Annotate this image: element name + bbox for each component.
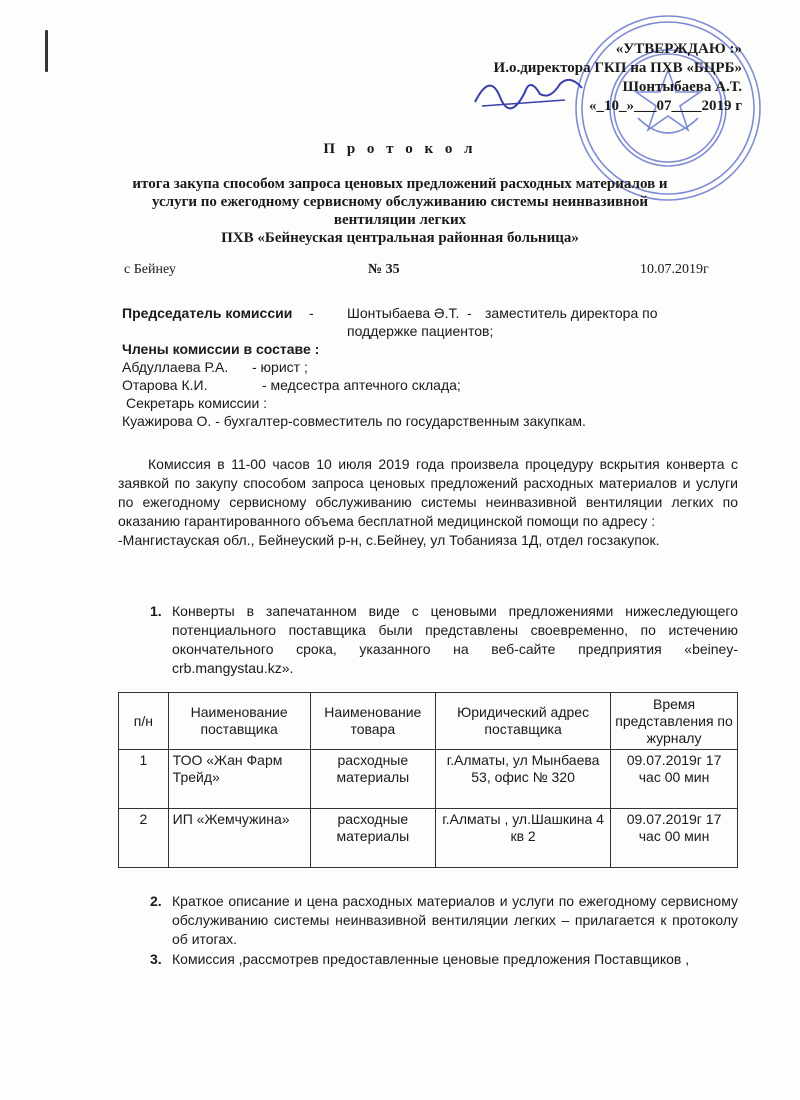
- suppliers-table: [118, 692, 738, 868]
- table-cell: 2: [119, 809, 169, 868]
- table-cell: 1: [119, 750, 169, 809]
- member-name: Абдуллаева Р.А.: [122, 359, 229, 375]
- chair-label: Председатель комиссии: [122, 305, 293, 321]
- chair-role-cont: поддержке пациентов;: [347, 323, 494, 339]
- table-header: Юридический адрес поставщика: [436, 693, 611, 750]
- subtitle-line: итога закупа способом запроса ценовых предложений расходных материалов и: [132, 176, 668, 192]
- member-role: - медсестра аптечного склада;: [262, 377, 461, 393]
- table-header-row: [119, 693, 738, 750]
- chair-dash: -: [309, 305, 314, 321]
- table-cell: г.Алматы , ул.Шашкина 4 кв 2: [436, 809, 611, 868]
- table-cell: расходные материалы: [310, 809, 435, 868]
- document-title: П р о т о к о л: [323, 141, 477, 157]
- approval-position: И.о.директора ГКП на ПХВ «БЦРБ»: [493, 60, 742, 76]
- subtitle-line: вентиляции легких: [333, 212, 467, 228]
- intro-text: Комиссия в 11-00 часов 10 июля 2019 года произвела процедуру вскрытия конверта с заявкой по закупу способом запроса ценовых предложений расходных материалов и услуги по ежегодному сервисному обслуживанию системы неинвазивной вентиляции легких по оказанию гарантированного объема бесплатной медицинской помощи по адресу :: [118, 456, 738, 529]
- approval-name: Шонтыбаева А.Т.: [622, 79, 742, 95]
- chair-dash-2: -: [467, 305, 472, 321]
- approval-heading: «УТВЕРЖДАЮ :»: [615, 41, 742, 57]
- item-text: Конверты в запечатанном виде с ценовыми предложениями нижеследующего потенциального поставщика были представлены своевременно, по истечению окончательного срока, указанного на веб-сайте предприятия «beiney-crb.mangystau.kz».: [172, 603, 738, 676]
- members-label: Члены комиссии в составе :: [122, 341, 320, 357]
- member-role: - юрист ;: [252, 359, 308, 375]
- secretary: Куажирова О. - бухгалтер-совместитель по государственным закупкам.: [122, 413, 586, 429]
- list-item: [150, 950, 738, 969]
- table-cell: расходные материалы: [310, 750, 435, 809]
- subtitle-line: услуги по ежегодному сервисному обслуживанию системы неинвазивной: [151, 194, 649, 210]
- page-edge-mark: [45, 30, 48, 72]
- table-header: Наименование товара: [310, 693, 435, 750]
- table-header: п/н: [119, 693, 169, 750]
- item-number: 1.: [150, 603, 162, 619]
- chair-role: заместитель директора по: [485, 305, 658, 321]
- subtitle-line: ПХВ «Бейнеуская центральная районная больница»: [221, 230, 579, 246]
- secretary-label: Секретарь комиссии :: [126, 395, 268, 411]
- member-name: Отарова К.И.: [122, 377, 208, 393]
- intro-paragraph: [118, 455, 738, 550]
- table-header: Наименование поставщика: [168, 693, 310, 750]
- protocol-date: 10.07.2019г: [640, 262, 709, 277]
- table-cell: г.Алматы, ул Мынбаева 53, офис № 320: [436, 750, 611, 809]
- item-text: Комиссия ,рассмотрев предоставленные ценовые предложения Поставщиков ,: [172, 951, 690, 967]
- approval-date: «_10_»___07____2019 г: [588, 98, 742, 114]
- list-item: [150, 602, 738, 678]
- document-subtitle: [0, 175, 800, 247]
- table-row: [119, 750, 738, 809]
- table-cell: ТОО «Жан Фарм Трейд»: [168, 750, 310, 809]
- protocol-number: № 35: [368, 262, 400, 277]
- item-text: Краткое описание и цена расходных материалов и услуги по ежегодному сервисному обслуживанию системы неинвазивной вентиляции легких – прилагается к протоколу об итогах.: [172, 893, 738, 947]
- table-cell: 09.07.2019г 17 час 00 мин: [611, 809, 738, 868]
- place: с Бейнеу: [124, 262, 176, 277]
- table-row: [119, 809, 738, 868]
- commission-block: [122, 304, 742, 430]
- address-text: -Мангистауская обл., Бейнеуский р-н, с.Бейнеу, ул Тобанияза 1Д, отдел госзакупок.: [118, 532, 660, 548]
- item-number: 2.: [150, 893, 162, 909]
- table-header: Время представления по журналу: [611, 693, 738, 750]
- table-cell: 09.07.2019г 17 час 00 мин: [611, 750, 738, 809]
- approval-block: [494, 40, 742, 116]
- item-number: 3.: [150, 951, 162, 967]
- table-cell: ИП «Жемчужина»: [168, 809, 310, 868]
- chair-name: Шонтыбаева Ә.Т.: [347, 305, 460, 321]
- list-item: [150, 892, 738, 949]
